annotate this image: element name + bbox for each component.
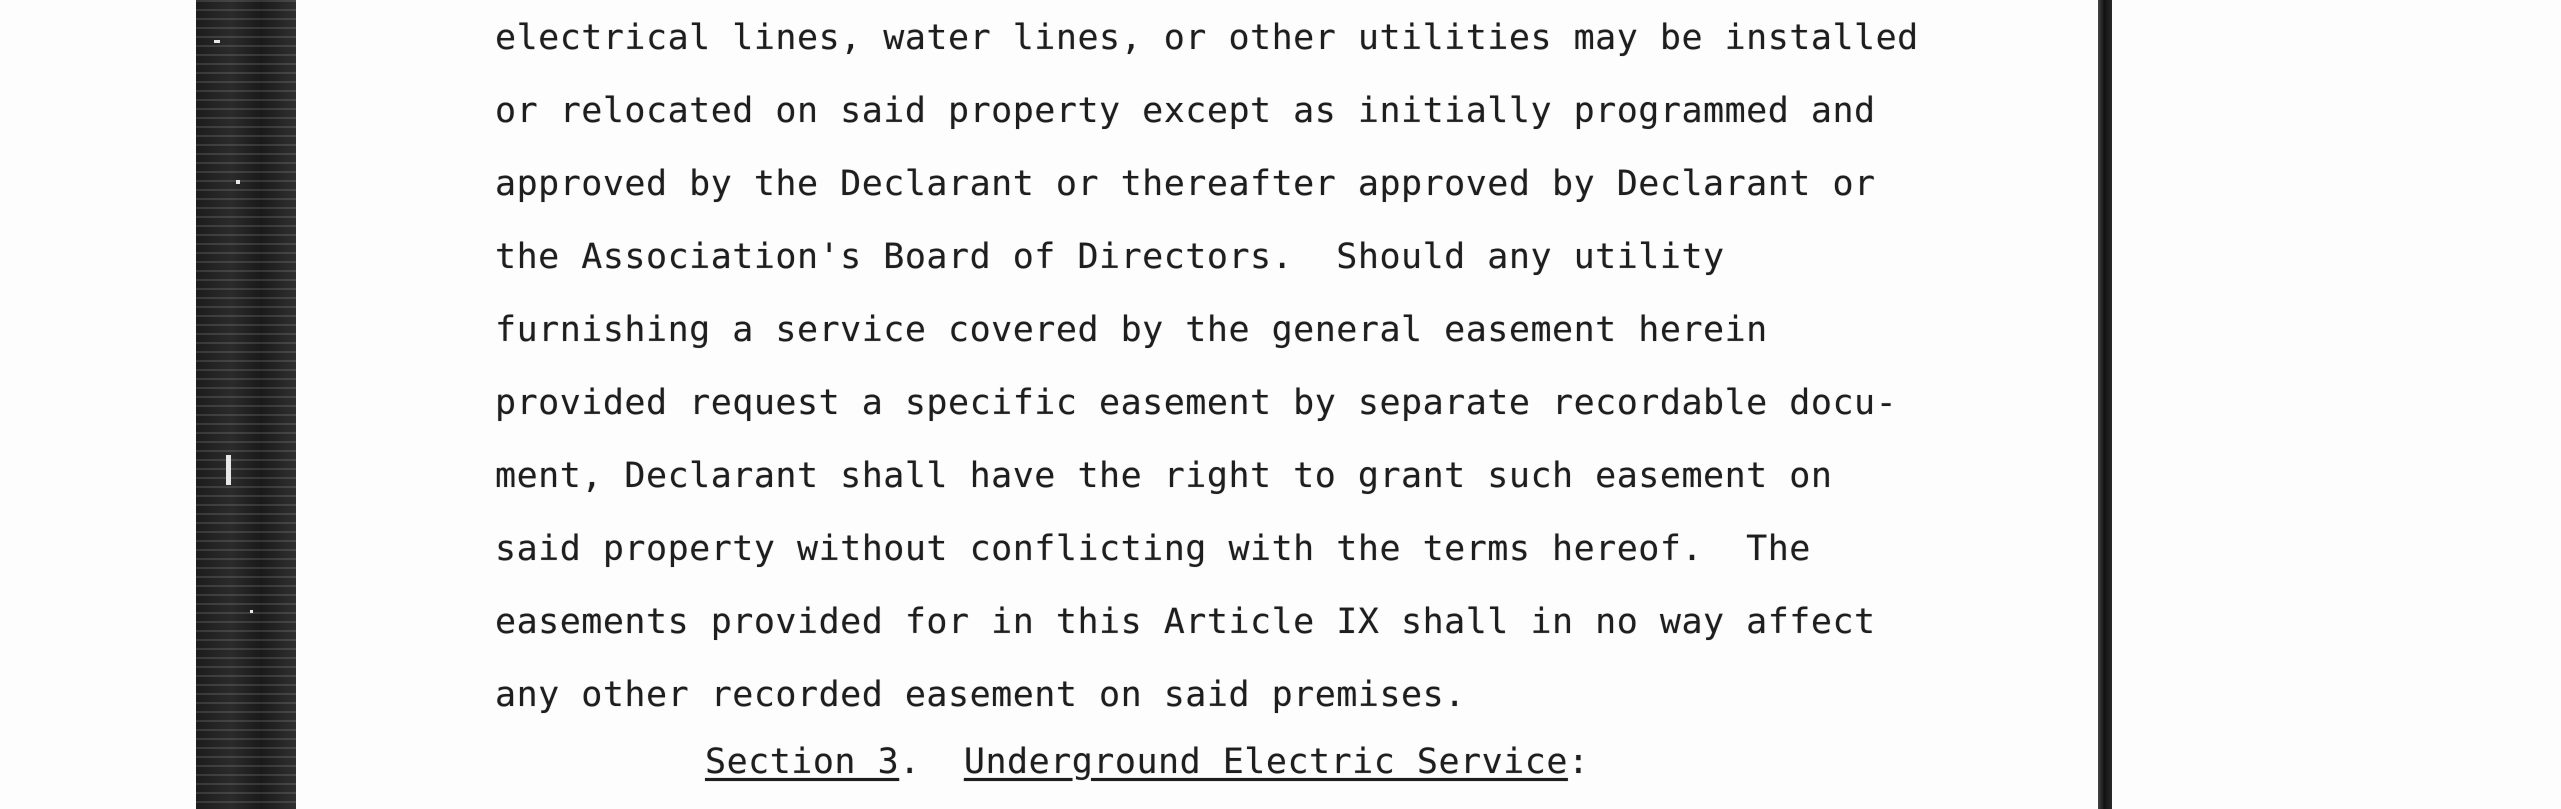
body-line: any other recorded easement on said premises.	[495, 675, 1466, 715]
document-body	[495, 2, 2055, 732]
section-separator: .	[899, 742, 964, 782]
body-line: said property without conflicting with the terms hereof. The	[495, 529, 1811, 569]
body-line: furnishing a service covered by the general easement herein	[495, 310, 1768, 350]
body-line: ment, Declarant shall have the right to grant such easement on	[495, 456, 1833, 496]
section-suffix: :	[1567, 742, 1590, 782]
section-heading	[705, 742, 1589, 782]
body-line: the Association's Board of Directors. Should any utility	[495, 237, 1725, 277]
scan-right-border	[2098, 0, 2112, 809]
scan-speck	[250, 610, 253, 613]
scan-speck	[226, 455, 231, 485]
body-line: provided request a specific easement by separate recordable docu-	[495, 383, 1898, 423]
section-title: Underground Electric Service	[963, 742, 1568, 782]
scan-speck	[236, 180, 240, 184]
body-line: electrical lines, water lines, or other utilities may be installed	[495, 18, 1919, 58]
scan-speck	[214, 40, 220, 43]
body-line: easements provided for in this Article IX shall in no way affect	[495, 602, 1876, 642]
scan-left-edge	[196, 0, 296, 809]
body-line: or relocated on said property except as initially programmed and	[495, 91, 1876, 131]
section-number: Section 3	[705, 742, 900, 782]
body-line: approved by the Declarant or thereafter approved by Declarant or	[495, 164, 1876, 204]
